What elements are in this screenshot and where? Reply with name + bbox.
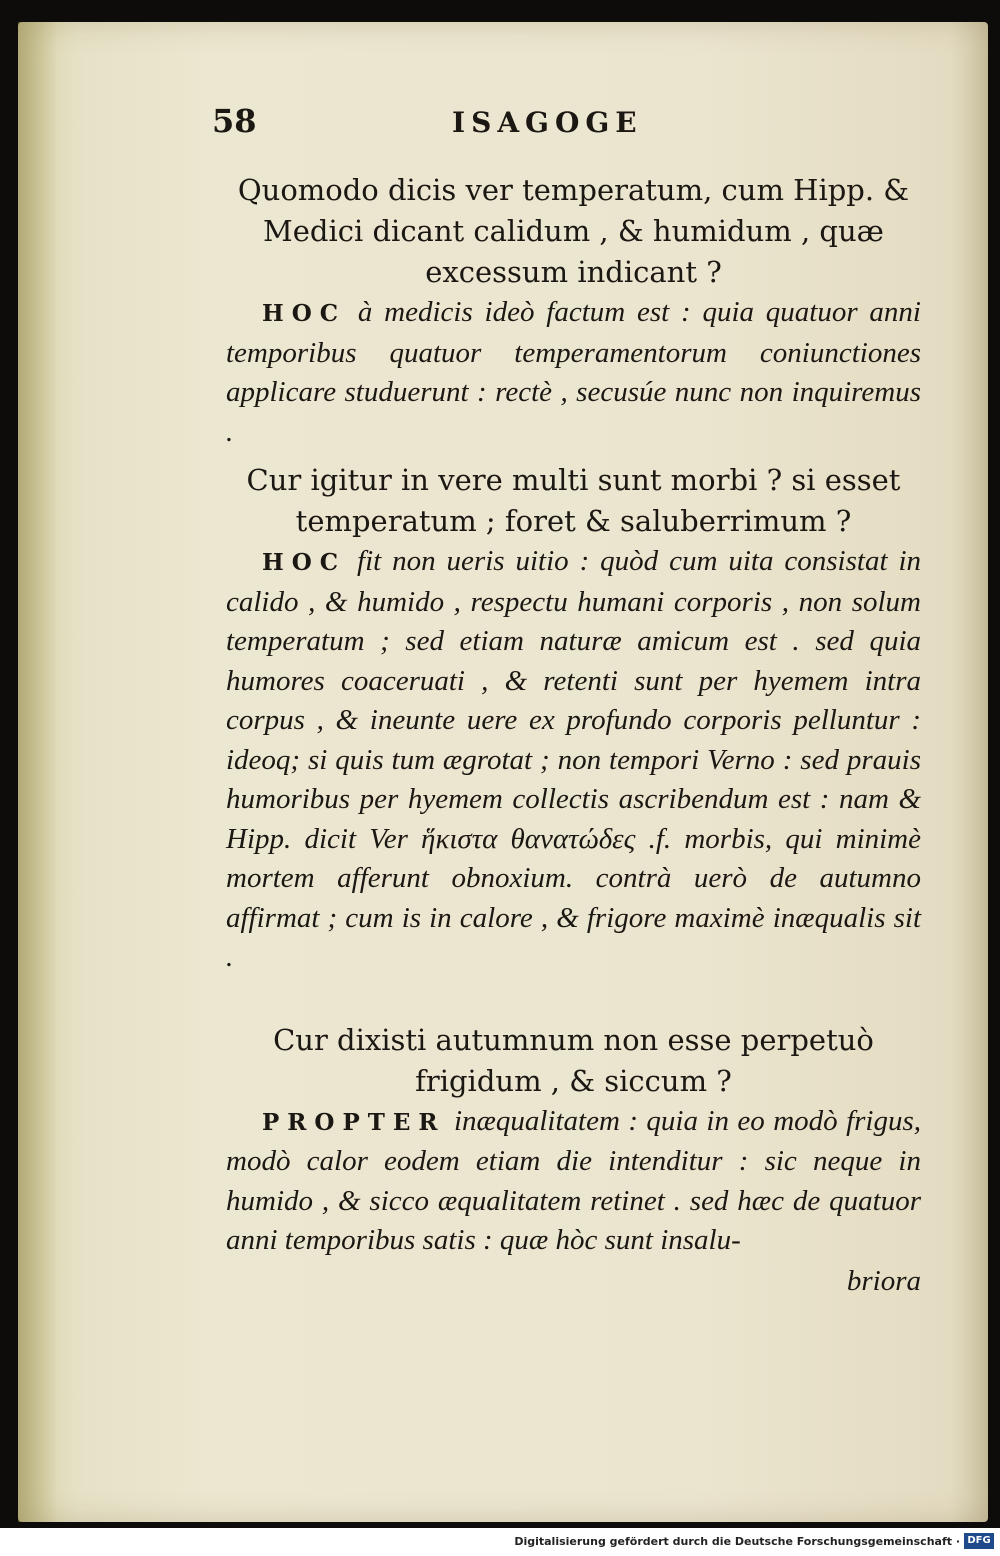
page-header (18, 92, 988, 142)
paper-page (18, 22, 988, 1522)
question-3: Cur dixisti autumnum non esse perpetuò frigidum , & siccum ? (273, 1022, 874, 1098)
answer-3-lead: PROPTER (262, 1108, 446, 1136)
question-1: Quomodo dicis ver temperatum, cum Hipp. & Medici dicant calidum , & humidum , quæ excessum indicant ? (237, 173, 910, 289)
answer-2-lead: HOC (262, 549, 347, 576)
running-title: ISAGOGE (452, 106, 643, 139)
answer-2-text: fit non ueris uitio : quòd cum uita consistat in calido , & humido , respectu humani corporis , non solum temperatum ; sed etiam naturæ amicum est . sed quia humores coaceruati , & retenti sunt per hyemem intra corpus , & ineunte uere ex profundo corporis pelluntur : ideoq; si quis tum ægrotat ; non tempori Verno : sed prauis humoribus per hyemem collectis ascribendum est : nam & Hipp. dicit Ver ἥκιστα θανατώδες .f. morbis, qui minimè mortem afferunt obnoxium. contrà uerò de autumno affirmat ; cum is in calore , & frigore maximè inæqualis sit . (226, 545, 921, 973)
catchword: briora (846, 1264, 921, 1297)
dfg-logo: DFG (964, 1533, 994, 1549)
page-number: 58 (212, 102, 257, 140)
text-block (226, 170, 921, 1301)
answer-1 (226, 293, 921, 452)
answer-2 (226, 542, 921, 978)
answer-1-lead: HOC (262, 300, 347, 327)
answer-1-text: à medicis ideò factum est : quia quatuor anni temporibus quatuor temperamentorum coniunctiones applicare studuerunt : rectè , secusúe nunc non inquiremus . (226, 296, 921, 448)
answer-3-text: inæqualitatem : quia in eo modò frigus, modò calor eodem etiam die intenditur : sic neque in humido , & sicco æqualitatem retinet . sed hæc de quatuor anni temporibus satis : quæ hòc sunt insalu- (226, 1104, 922, 1256)
digitization-footer (0, 1528, 1000, 1556)
question-2: Cur igitur in vere multi sunt morbi ? si esset temperatum ; foret & saluberrimum ? (246, 463, 901, 538)
answer-3 (226, 1102, 921, 1261)
funding-credit: Digitalisierung gefördert durch die Deutsche Forschungsgemeinschaft · (514, 1535, 960, 1548)
